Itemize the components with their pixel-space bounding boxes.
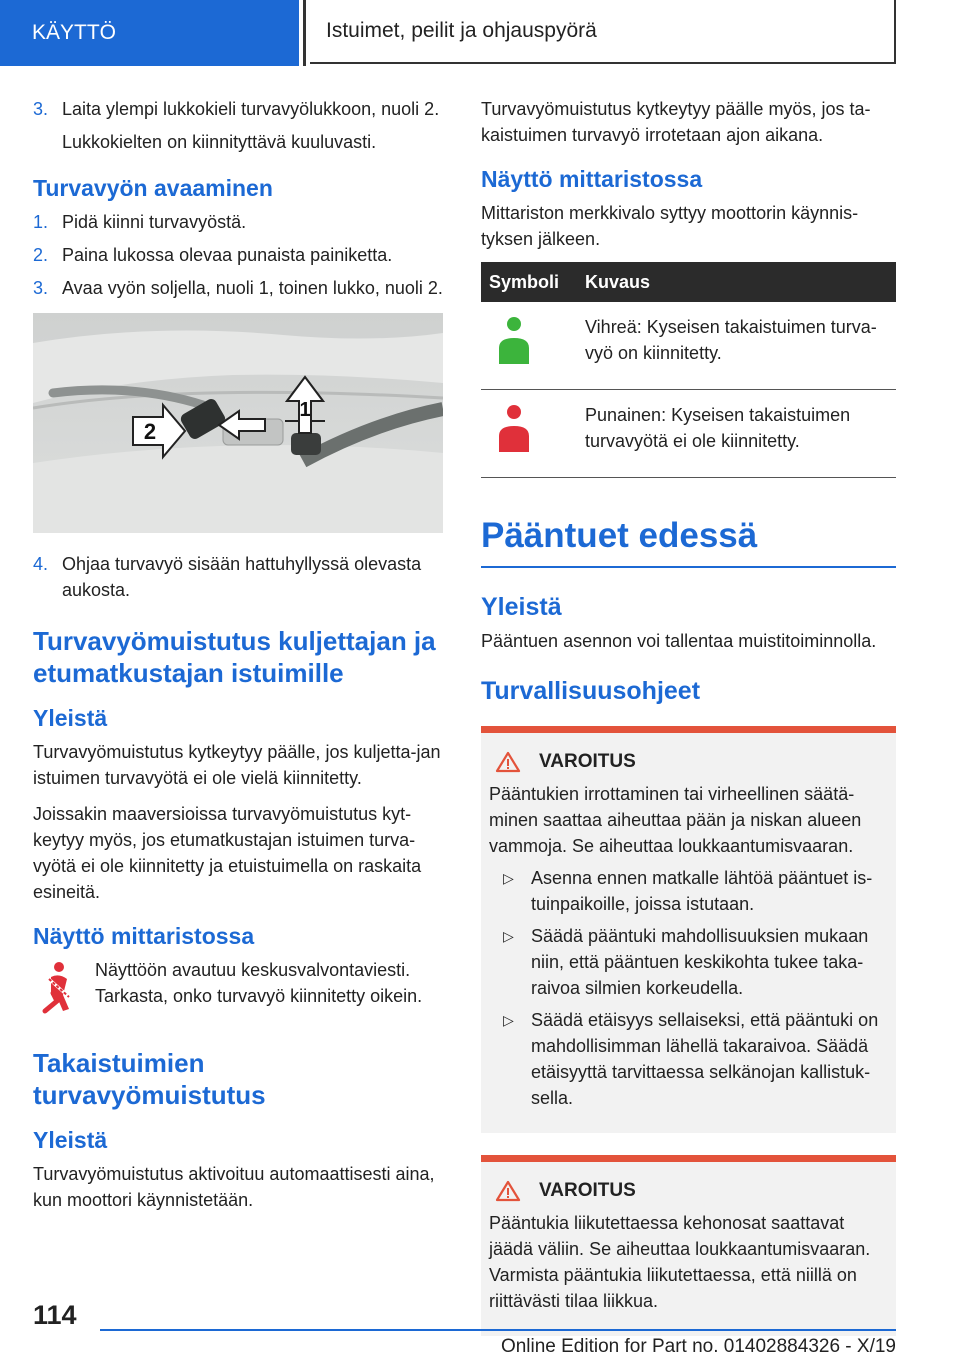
step-text: Avaa vyön soljella, nuoli 1, toinen lukko, nuoli 2.	[62, 278, 443, 298]
table-row	[481, 302, 896, 390]
step-number: 3.	[33, 278, 49, 298]
warning-title: VAROITUS	[539, 751, 636, 772]
triangle-bullet-icon: ▷	[503, 870, 514, 886]
step-text: Ohjaa turvavyö sisään hattuhyllyssä olevasta aukosta.	[62, 554, 422, 600]
symbol-cell	[481, 302, 577, 390]
subsection-heading: Näyttö mittaristossa	[33, 923, 255, 949]
edition-note: Online Edition for Part no. 01402884326 - X/19	[500, 1336, 896, 1357]
list-item	[33, 96, 443, 155]
list-item	[497, 865, 884, 917]
warning-title-row	[489, 1180, 884, 1202]
indicator-row	[33, 957, 443, 1017]
table-header-row	[481, 262, 896, 302]
section-heading: Turvavyön avaaminen	[33, 175, 273, 201]
column-header: Symboli	[481, 262, 577, 302]
list-item	[33, 275, 443, 301]
step-text: Paina lukossa olevaa punaista painiketta.	[62, 245, 393, 265]
paragraph: Turvavyömuistutus kytkeytyy päälle myös, jos ta-kaistuimen turvavyö irrotetaan ajon aikana.	[481, 99, 871, 145]
release-steps	[33, 209, 443, 301]
fasten-steps	[33, 96, 443, 155]
paragraph: Mittariston merkkivalo syttyy moottorin käynnis-tyksen jälkeen.	[481, 203, 859, 249]
step-number: 3.	[33, 99, 49, 119]
step-note: Lukkokielten on kiinnityttävä kuuluvasti.	[62, 132, 377, 152]
left-column	[33, 96, 443, 1223]
list-item	[33, 242, 443, 268]
table-row	[481, 390, 896, 478]
indicator-text: Näyttöön avautuu keskusvalvontaviesti. Tarkasta, onko turvavyö kiinnitetty oikein.	[95, 960, 423, 1006]
section-heading: Turvavyömuistutus kuljettajan ja etumatkustajan istuimille	[33, 626, 436, 688]
arrow-1-label: 1	[299, 399, 311, 421]
warning-title-row	[489, 751, 884, 773]
section-heading: Takaistuimien turvavyömuistutus	[33, 1048, 266, 1110]
page-footer	[0, 1296, 960, 1362]
step-number: 4.	[33, 554, 49, 574]
step-text: Laita ylempi lukkokieli turvavyölukkoon, nuoli 2.	[62, 99, 440, 119]
green-person-icon	[489, 314, 539, 368]
page-header	[0, 0, 960, 66]
header-divider	[303, 0, 306, 66]
step-number: 1.	[33, 212, 49, 232]
symbol-cell	[481, 390, 577, 478]
right-column	[481, 96, 896, 1336]
paragraph: Turvavyömuistutus aktivoituu automaattisesti aina, kun moottori käynnistetään.	[33, 1164, 435, 1210]
warning-title: VAROITUS	[539, 1180, 636, 1201]
triangle-bullet-icon: ▷	[503, 928, 514, 944]
column-header: Kuvaus	[577, 262, 896, 302]
red-person-icon	[489, 402, 539, 456]
seatbelt-warning-icon	[33, 957, 95, 1017]
footer-rule	[100, 1329, 896, 1331]
indicator-table	[481, 262, 896, 478]
list-item	[33, 209, 443, 235]
description-cell: Vihreä: Kyseisen takaistuimen turva-vyö on kiinnitetty.	[577, 302, 896, 390]
list-item	[497, 923, 884, 1001]
warning-triangle-icon	[495, 751, 521, 773]
paragraph: Joissakin maaversioissa turvavyömuistutus kyt-keytyy myös, jos etumatkustajan istuimen turva-vyötä ei ole kiinnitetty ja etuistuimella on raskaita esineitä.	[33, 804, 422, 902]
arrow-2-label: 2	[143, 419, 157, 444]
warning-text: Pääntukia liikutettaessa kehonosat saattavat jäädä väliin. Se aiheuttaa loukkaantumisvaaran. Varmista pääntukia liikutettaessa, että niillä on riittävästi tilaa liikkua.	[489, 1213, 871, 1311]
page-number: 114	[33, 1300, 77, 1330]
route-steps	[33, 551, 443, 603]
warning-triangle-icon	[495, 1180, 521, 1202]
paragraph: Turvavyömuistutus kytkeytyy päälle, jos kuljetta-jan istuimen turvavyötä ei ole vielä kiinnitetty.	[33, 742, 441, 788]
list-item	[497, 1007, 884, 1111]
warning-list	[489, 865, 884, 1111]
description-cell: Punainen: Kyseisen takaistuimen turvavyötä ei ole kiinnitetty.	[577, 390, 896, 478]
seatbelt-buckle-photo	[33, 313, 443, 533]
subsection-heading: Yleistä	[33, 1127, 108, 1153]
subsection-heading: Yleistä	[33, 705, 108, 731]
paragraph: Pääntuen asennon voi tallentaa muistitoiminnolla.	[481, 631, 877, 651]
triangle-bullet-icon: ▷	[503, 1012, 514, 1028]
section-heading: Pääntuet edessä	[481, 514, 896, 568]
subsection-heading: Näyttö mittaristossa	[481, 166, 703, 192]
section-tab: KÄYTTÖ	[0, 0, 299, 66]
list-item-text: Säädä etäisyys sellaiseksi, että pääntuki on mahdollisimman lähellä takaraivoa. Säädä etäisyyttä tarvittaessa selkänojan kallistuk-sella.	[531, 1010, 879, 1108]
warning-box	[481, 726, 896, 1133]
list-item	[33, 551, 443, 603]
list-item-text: Asenna ennen matkalle lähtöä pääntuet is-tuinpaikoille, joissa istutaan.	[531, 868, 873, 914]
subsection-heading: Turvallisuusohjeet	[481, 677, 701, 705]
list-item-text: Säädä pääntuki mahdollisuuksien mukaan niin, että pääntuen keskikohta tukee taka-raivoa silmien korkeudella.	[531, 926, 869, 998]
subsection-heading: Yleistä	[481, 593, 562, 621]
step-text: Pidä kiinni turvavyöstä.	[62, 212, 247, 232]
warning-text: Pääntukien irrottaminen tai virheellinen säätä-minen saattaa aiheuttaa pään ja niskan alueen vammoja. Se aiheuttaa loukkaantumisvaaran.	[489, 784, 862, 856]
step-number: 2.	[33, 245, 49, 265]
chapter-title: Istuimet, peilit ja ohjauspyörä	[310, 0, 896, 64]
